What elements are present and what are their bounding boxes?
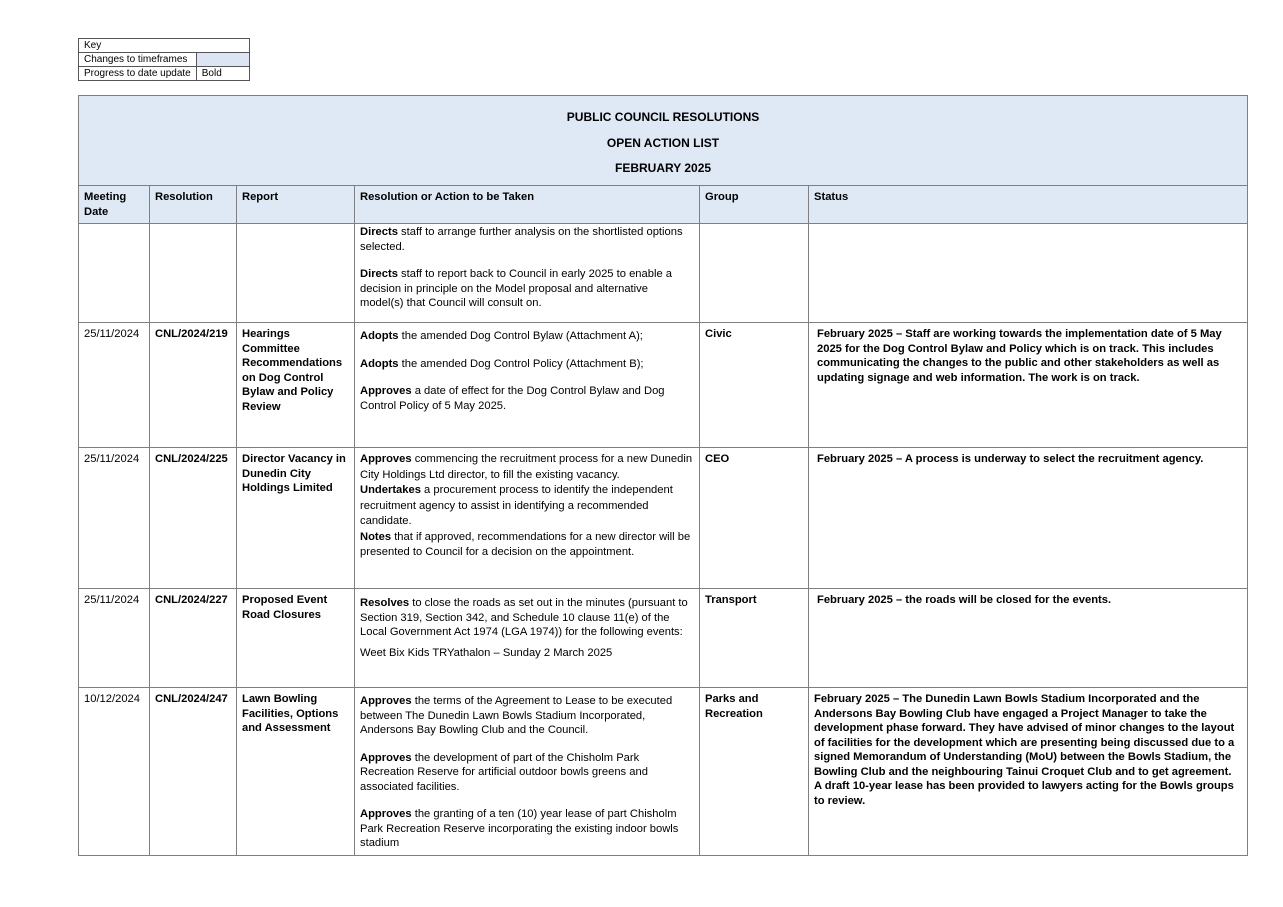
- doc-date: FEBRUARY 2025: [615, 161, 712, 175]
- status: February 2025 – Staff are working towards the implementation date of 5 May 2025 for the Dog Control Bylaw and Policy which is on track. This includes communicating the changes to the public and other stakeholders as well as updating signage and web information. The work is on track.: [809, 323, 1248, 448]
- action-cell: [355, 589, 700, 688]
- action-item: Approves the granting of a ten (10) year lease of part Chisholm Park Recreation Reserve incorporating the existing indoor bowls stadium: [360, 808, 679, 849]
- action-item: Directs staff to arrange further analysis on the shortlisted options selected.: [360, 226, 683, 253]
- table-row: [79, 448, 1248, 589]
- resolution-id: CNL/2024/219: [150, 323, 237, 448]
- action-item: Notes that if approved, recommendations for a new director will be presented to Council for a decision on the appointment.: [360, 530, 691, 558]
- group: Parks and Recreation: [700, 688, 809, 856]
- key-title: Key: [79, 39, 250, 53]
- header-action: Resolution or Action to be Taken: [355, 186, 700, 224]
- resolution-id: [150, 224, 237, 323]
- doc-subtitle: OPEN ACTION LIST: [606, 135, 720, 150]
- action-item: Weet Bix Kids TRYathalon – Sunday 2 March 2025: [360, 646, 613, 659]
- action-item: Approves a date of effect for the Dog Control Bylaw and Dog Control Policy of 5 May 2025.: [360, 385, 665, 412]
- meeting-date: 10/12/2024: [79, 688, 150, 856]
- meeting-date: 25/11/2024: [79, 448, 150, 589]
- resolution-id: CNL/2024/225: [150, 448, 237, 589]
- status-text: A draft 10-year lease has been provided to lawyers acting for the Bowls groups to review.: [814, 780, 1234, 807]
- table-row: [79, 224, 1248, 323]
- action-item: Adopts the amended Dog Control Bylaw (Attachment A);: [360, 330, 643, 342]
- report-title: Proposed Event Road Closures: [237, 589, 355, 688]
- key-label: Changes to timeframes: [79, 53, 197, 67]
- group: CEO: [700, 448, 809, 589]
- meeting-date: 25/11/2024: [79, 589, 150, 688]
- action-item: Approves the terms of the Agreement to Lease to be executed between The Dunedin Lawn Bowls Stadium Incorporated, Andersons Bay Bowling Club and the Council.: [360, 695, 673, 736]
- header-status: Status: [809, 186, 1248, 224]
- action-cell: [355, 323, 700, 448]
- action-item: Adopts the amended Dog Control Policy (Attachment B);: [360, 357, 644, 370]
- report-title: Hearings Committee Recommendations on Dog Control Bylaw and Policy Review: [237, 323, 355, 448]
- group: [700, 224, 809, 323]
- action-cell: [355, 448, 700, 589]
- report-title: Lawn Bowling Facilities, Options and Assessment: [237, 688, 355, 856]
- header-resolution: Resolution: [150, 186, 237, 224]
- header-meeting-date: Meeting Date: [79, 186, 150, 224]
- status: [809, 688, 1248, 856]
- header-group: Group: [700, 186, 809, 224]
- meeting-date: 25/11/2024: [79, 323, 150, 448]
- table-row: [79, 688, 1248, 856]
- title-block: [79, 96, 1248, 186]
- resolution-id: CNL/2024/227: [150, 589, 237, 688]
- group: Civic: [700, 323, 809, 448]
- report-title: Director Vacancy in Dunedin City Holdings Limited: [237, 448, 355, 589]
- key-value: Bold: [196, 67, 249, 81]
- status: February 2025 – the roads will be closed for the events.: [809, 589, 1248, 688]
- action-item: Undertakes a procurement process to identify the independent recruitment agency to assist in identifying a recommended candidate.: [360, 484, 673, 527]
- resolution-id: CNL/2024/247: [150, 688, 237, 856]
- action-item: Directs staff to report back to Council in early 2025 to enable a decision in principle on the Model proposal and alternative model(s) that Council will consult on.: [360, 268, 672, 309]
- report-title: [237, 224, 355, 323]
- doc-title: PUBLIC COUNCIL RESOLUTIONS: [566, 110, 760, 124]
- action-item: Approves the development of part of the Chisholm Park Recreation Reserve for artificial outdoor bowls greens and associated facilities.: [360, 751, 648, 793]
- meeting-date: [79, 224, 150, 323]
- header-report: Report: [237, 186, 355, 224]
- action-cell: [355, 224, 700, 323]
- action-item: Resolves to close the roads as set out in the minutes (pursuant to Section 319, Section 342, and Schedule 10 clause 11(e) of the Local Government Act 1974 (LGA 1974)) for the following events:: [360, 597, 688, 638]
- key-table: [78, 38, 250, 81]
- action-list-table: [78, 95, 1248, 856]
- table-row: [79, 323, 1248, 448]
- key-label: Progress to date update: [79, 67, 197, 81]
- table-row: [79, 589, 1248, 688]
- key-swatch-blue: [196, 53, 249, 67]
- action-item: Approves commencing the recruitment process for a new Dunedin City Holdings Ltd director, to fill the existing vacancy.: [360, 453, 693, 481]
- status: February 2025 – A process is underway to select the recruitment agency.: [809, 448, 1248, 589]
- action-cell: [355, 688, 700, 856]
- status-text: February 2025 – The Dunedin Lawn Bowls Stadium Incorporated and the Andersons Bay Bowling Club have engaged a Project Manager to take the development phase forward. They have advised of minor changes to the layout of facilities for the development which are presenting being discussed due to a signed Memorandum of Understanding (MoU) between the Bowls Stadium, the Bowling Club and the neighbouring Tainui Croquet Club and to get agreement.: [814, 693, 1235, 778]
- status: [809, 224, 1248, 323]
- group: Transport: [700, 589, 809, 688]
